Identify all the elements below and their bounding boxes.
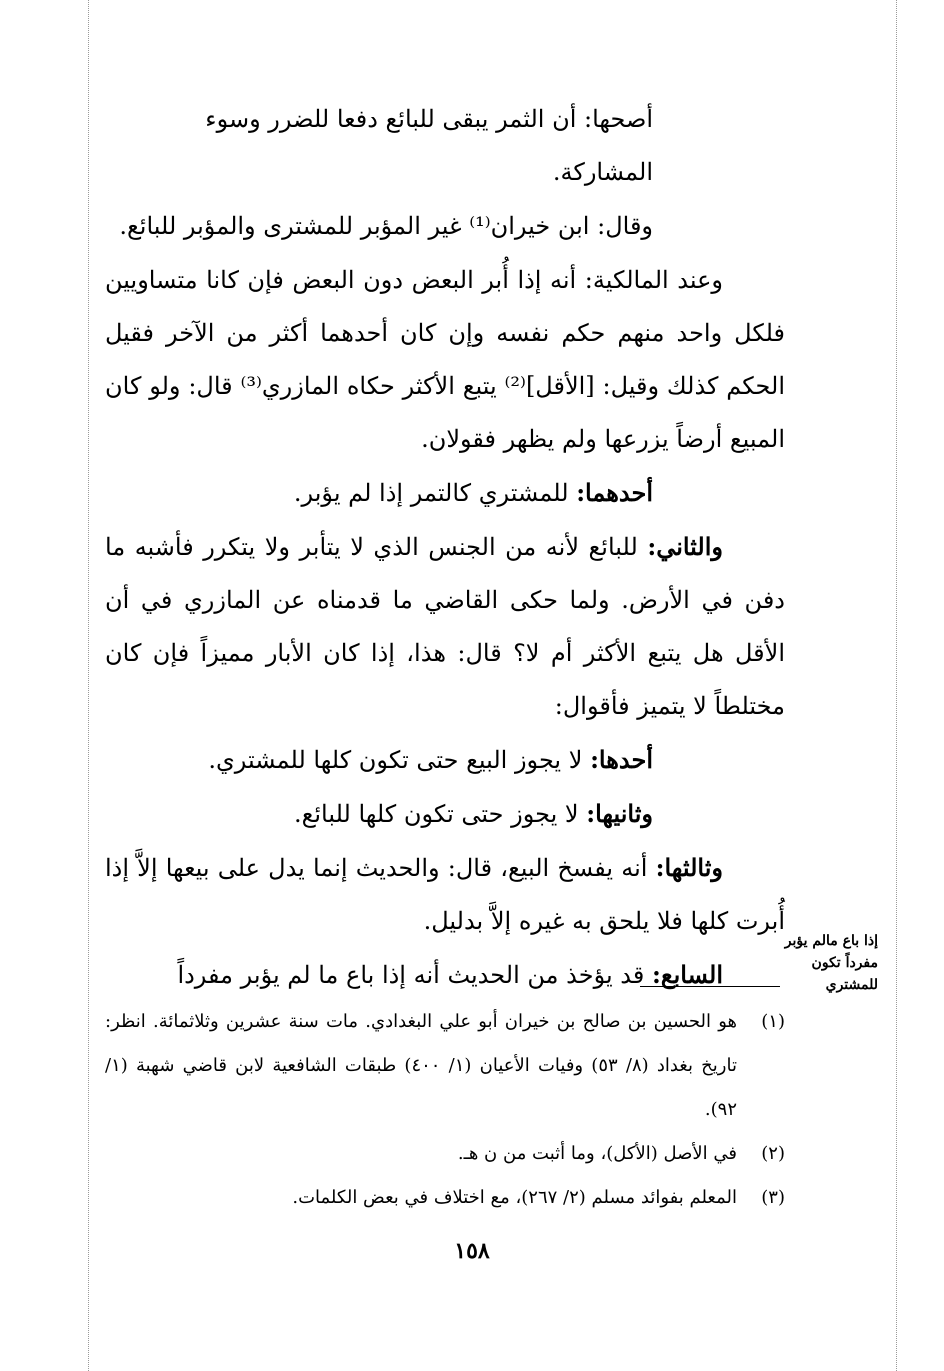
footnote-separator: [640, 986, 780, 987]
main-text: [105, 92, 785, 1002]
paragraph-6: أحدها: لا يجوز البيع حتى تكون كلها للمشتري.: [208, 745, 653, 774]
page-number: ١٥٨: [454, 1238, 490, 1264]
paragraph-4: أحدهما: للمشتري كالتمر إذا لم يؤبر.: [293, 478, 653, 507]
footnote-text: في الأصل (الأكل)، وما أثبت من ن هـ.: [457, 1143, 737, 1164]
paragraph-3: وعند المالكية: أنه إذا أُبر البعض دون البعض فإن كانا متساويين فلكل واحد منهم حكم نفسه وإن كان أحدهما أكثر من الآخر فقيل الحكم كذلك وقيل: [الأقل]⁽²⁾ يتبع الأكثر حكاه المازري⁽³⁾ قال: ولو كان المبيع أرضاً يزرعها ولم يظهر فقولان.: [105, 266, 786, 453]
footnote-2: [105, 1132, 785, 1176]
footnote-1: [105, 1000, 785, 1132]
paragraph-7: وثانيها: لا يجوز حتى تكون كلها للبائع.: [293, 799, 653, 828]
paragraph-1: أصحها: أن الثمر يبقى للبائع دفعا للضرر وسوء المشاركة.: [205, 105, 653, 186]
footnote-text: هو الحسين بن صالح بن خيران أبو علي البغدادي. مات سنة عشرين وثلاثمائة. انظر: تاريخ بغداد (٨/ ٥٣) وفيات الأعيان (١/ ٤٠٠) طبقات الشافعية لابن قاضي شهبة (١/ ٩٢).: [105, 1011, 737, 1120]
paragraph-2: وقال: ابن خيران⁽¹⁾ غير المؤبر للمشترى والمؤبر للبائع.: [119, 212, 653, 240]
footnote-text: المعلم بفوائد مسلم (٢/ ٢٦٧)، مع اختلاف في بعض الكلمات.: [292, 1187, 737, 1208]
footnotes: [105, 1000, 785, 1220]
paragraph-8: وثالثها: أنه يفسخ البيع، قال: والحديث إنما يدل على بيعها إلاَّ إذا أُبرت كلها فلا يلحق به غيره إلاَّ بدليل.: [105, 853, 785, 935]
left-margin-dots: [88, 0, 89, 1371]
footnote-3: [105, 1176, 785, 1220]
footnote-number: (١): [761, 1011, 785, 1032]
footnote-number: (٢): [761, 1143, 785, 1164]
footnote-number: (٣): [761, 1187, 785, 1208]
margin-note: إذا باع مالم يؤبر مفرداً تكون للمشتري: [784, 933, 878, 993]
paragraph-5: والثاني: للبائع لأنه من الجنس الذي لا يتأبر ولا يتكرر فأشبه ما دفن في الأرض. ولما حكى القاضي ما قدمناه عن المازري في أن الأقل هل يتبع الأكثر أم لا؟ قال: هذا، إذا كان الأبار مميزاً فإن كان مختلطاً لا يتميز فأقوال:: [105, 532, 785, 720]
paragraph-9: السابع: قد يؤخذ من الحديث أنه إذا باع ما لم يؤبر مفرداً: [177, 960, 723, 989]
right-margin-dots: [896, 0, 897, 1371]
